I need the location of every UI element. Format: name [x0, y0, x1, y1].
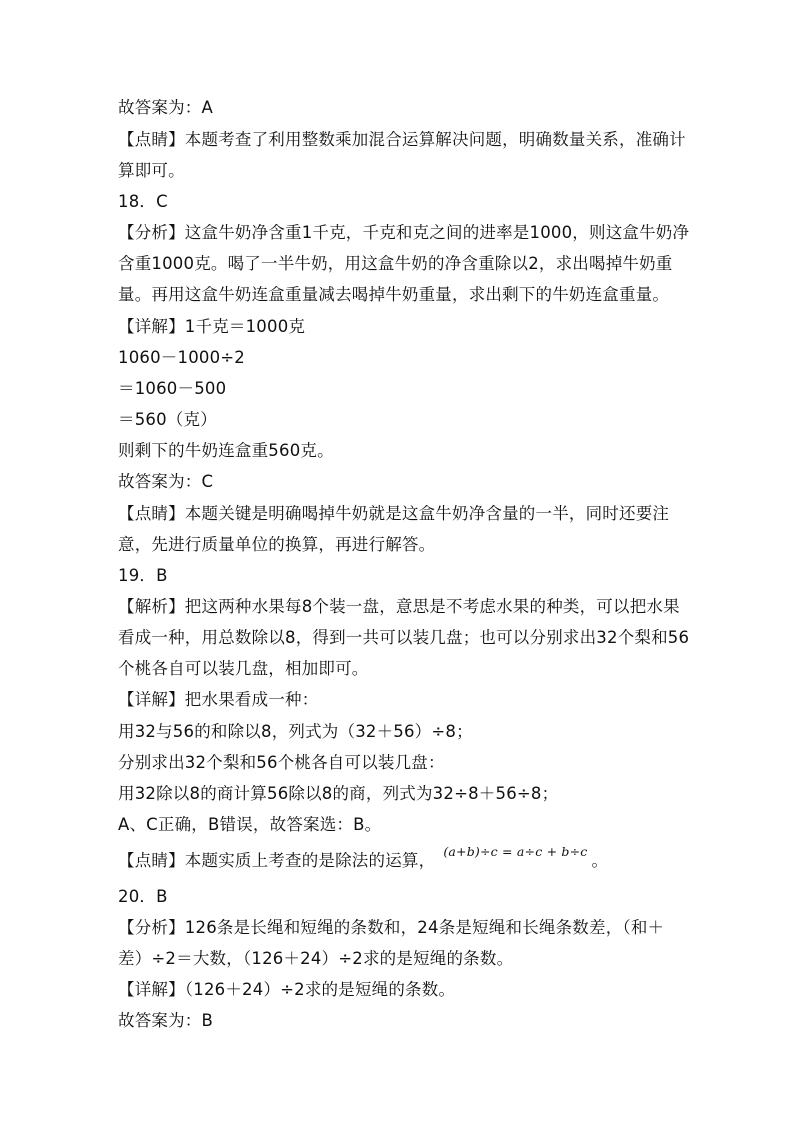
text-line: 【点睛】本题考查了利用整数乘加混合运算解决问题，明确数量关系，准确计: [118, 130, 686, 149]
text-line: 则剩下的牛奶连盒重560克。: [118, 441, 334, 460]
text-line: 【解析】把这两种水果每8个装一盘，意思是不考虑水果的种类，可以把水果: [118, 597, 680, 616]
text-line: 【分析】126条是长绳和短绳的条数和，24条是短绳和长绳条数差，（和＋: [118, 918, 665, 937]
equation-line: ＝560（克）: [118, 410, 217, 429]
text-line: 【详解】（126＋24）÷2求的是短绳的条数。: [118, 980, 456, 999]
question-number: 20．B: [118, 887, 168, 906]
division-formula: (a+b)÷c = a÷c + b÷c: [443, 844, 588, 859]
equation-line: 1060－1000÷2: [118, 348, 246, 367]
text-line: 【详解】把水果看成一种：: [118, 690, 319, 709]
text-line: 分别求出32个梨和56个桃各自可以装几盘：: [118, 753, 445, 772]
text-line: 用32与56的和除以8，列式为（32＋56）÷8；: [118, 722, 473, 741]
text-line: 【分析】这盒牛奶净含重1千克，千克和克之间的进率是1000，则这盒牛奶净: [118, 223, 690, 242]
text-line: 【详解】1千克＝1000克: [118, 317, 306, 336]
text-line: 含重1000克。喝了一半牛奶，用这盒牛奶的净含重除以2，求出喝掉牛奶重: [118, 254, 673, 273]
text-line: 量。再用这盒牛奶连盒重量减去喝掉牛奶重量，求出剩下的牛奶连盒重量。: [118, 285, 670, 304]
formula-line: [118, 844, 609, 873]
equation-line: ＝1060－500: [118, 379, 227, 398]
text-line: 【点睛】本题关键是明确喝掉牛奶就是这盒牛奶净含量的一半，同时还要注: [118, 504, 670, 523]
text-line: 故答案为：B: [118, 1011, 214, 1030]
text-line: 故答案为：C: [118, 472, 214, 491]
text-line: 【点睛】本题实质上考查的是除法的运算，: [118, 851, 436, 870]
text-line: 用32除以8的商计算56除以8的商，列式为32÷8＋56÷8；: [118, 784, 559, 803]
formula-tail: 。: [591, 851, 609, 870]
text-line: 看成一种，用总数除以8，得到一共可以装几盘；也可以分别求出32个梨和56: [118, 628, 690, 647]
question-number: 19．B: [118, 566, 168, 585]
question-number: 18．C: [118, 192, 168, 211]
text-line: 个桃各自可以装几盘，相加即可。: [118, 659, 369, 678]
text-line: 意，先进行质量单位的换算，再进行解答。: [118, 535, 436, 554]
text-line: 差）÷2＝大数，（126＋24）÷2求的是短绳的条数。: [118, 949, 514, 968]
text-line: 算即可。: [118, 161, 185, 180]
text-line: A、C正确，B错误，故答案选：B。: [118, 815, 382, 834]
text-line: 故答案为：A: [118, 98, 213, 117]
